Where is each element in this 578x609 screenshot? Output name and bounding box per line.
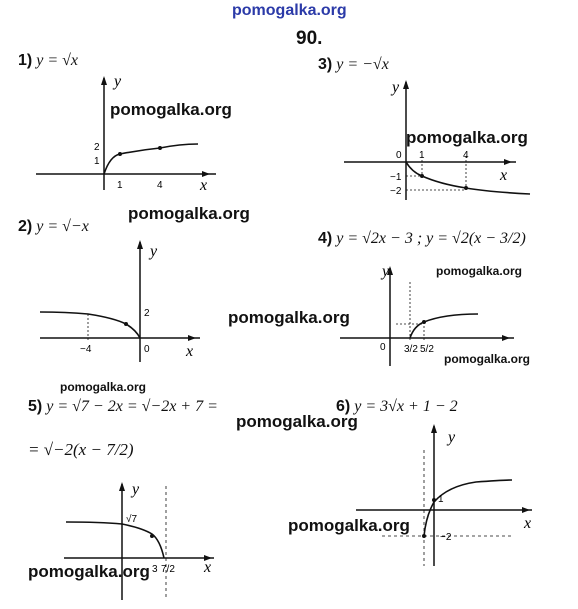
graph-1-tick-x-1: 1 [117, 180, 123, 191]
watermark-3: pomogalka.org [128, 204, 250, 223]
watermark-4: pomogalka.org [436, 264, 523, 278]
graph-6-y-label: y [448, 429, 456, 446]
watermark-7: pomogalka.org [60, 380, 147, 394]
graph-6-tick-x-1: 1 [438, 494, 444, 505]
graph-5-y-label: y [132, 481, 140, 498]
graph-5-tick-x-7-2: 7/2 [161, 564, 175, 575]
watermark-5: pomogalka.org [228, 308, 350, 327]
problem-5-formula: y = √7 − 2x = √−2x + 7 = [46, 398, 218, 415]
problem-6-formula: y = 3√x + 1 − 2 [354, 398, 458, 415]
watermark-10: pomogalka.org [28, 562, 150, 581]
graph-1-point-1 [118, 152, 122, 156]
site-watermark: pomogalka.org [232, 2, 347, 19]
watermark-8: pomogalka.org [236, 412, 358, 431]
watermark-2: pomogalka.org [406, 128, 528, 147]
graph-1-y-label: y [114, 73, 122, 90]
graph-1-x-label: x [200, 177, 208, 192]
problem-2-label [18, 218, 89, 236]
graph-5 [60, 478, 230, 604]
graph-6-tick-y-neg2: −2 [440, 532, 452, 543]
problem-4-label [318, 230, 526, 248]
graph-5-tick-x-3: 3 [152, 564, 158, 575]
graph-2-y-arrow [137, 240, 143, 249]
graph-6-curve [424, 480, 512, 536]
graph-3-tick-y-neg1: −1 [390, 172, 402, 183]
graph-4-curve [410, 314, 478, 338]
graph-1-tick-y-2: 2 [94, 142, 100, 153]
graph-3-tick-x-0: 0 [396, 150, 402, 161]
problem-3-formula: y = −√x [336, 56, 389, 73]
graph-1-curve [104, 144, 198, 174]
graph-5-y-arrow [119, 482, 125, 491]
problem-1-formula: y = √x [36, 52, 79, 69]
graph-2-tick-x-neg4: −4 [80, 344, 92, 355]
graph-4-tick-x-5-2: 5/2 [420, 344, 434, 355]
graph-4-y-label: y [382, 263, 390, 280]
graph-3-tick-x-1: 1 [419, 150, 425, 161]
graph-5-curve [66, 522, 164, 558]
graph-2-point [124, 322, 128, 326]
graph-1-tick-y-1: 1 [94, 156, 100, 167]
graph-1-point-4 [158, 146, 162, 150]
problem-6-number: 6) [336, 398, 351, 415]
graph-4-x-arrow [502, 335, 510, 341]
graph-1 [30, 72, 220, 192]
graph-6-point [432, 498, 436, 502]
graph-3-x-arrow [504, 159, 512, 165]
graph-2-x-label: x [186, 343, 194, 360]
graph-5-tick-y-sqrt7: √7 [126, 514, 138, 525]
graph-3-curve [406, 162, 530, 194]
graph-3-tick-y-neg2: −2 [390, 186, 402, 197]
problem-5-number: 5) [28, 398, 43, 415]
problem-5-label [28, 398, 218, 416]
graph-2-tick-y-2: 2 [144, 308, 150, 319]
watermark-6: pomogalka.org [444, 352, 531, 366]
graph-5-x-label: x [204, 559, 212, 576]
problem-4-formula: y = √2x − 3 ; y = √2(x − 3/2) [336, 230, 526, 247]
graph-3-y-arrow [403, 80, 409, 89]
graph-2 [36, 238, 206, 368]
problem-3-label [318, 56, 389, 74]
watermark-1: pomogalka.org [110, 100, 232, 119]
graph-6 [352, 420, 548, 570]
problem-1-number: 1) [18, 52, 33, 69]
problem-5-formula-continued: = √−2(x − 7/2) [28, 440, 134, 459]
graph-5-point [150, 534, 154, 538]
graph-1-tick-x-4: 4 [157, 180, 163, 191]
graph-3-tick-x-4: 4 [463, 150, 469, 161]
graph-6-x-arrow [522, 507, 530, 513]
graph-6-y-arrow [431, 424, 437, 433]
exercise-number: 90. [296, 28, 323, 49]
watermark-9: pomogalka.org [288, 516, 410, 535]
graph-6-x-label: x [524, 515, 532, 532]
problem-3-number: 3) [318, 56, 333, 73]
problem-2-number: 2) [18, 218, 33, 235]
graph-1-y-arrow [101, 76, 107, 85]
problem-2-formula: y = √−x [36, 218, 89, 235]
graph-3-y-label: y [392, 79, 400, 96]
graph-4-tick-x-0: 0 [380, 342, 386, 353]
graph-2-tick-x-0: 0 [144, 344, 150, 355]
graph-2-y-label: y [150, 243, 158, 260]
graph-4-tick-x-3-2: 3/2 [404, 344, 418, 355]
graph-2-x-arrow [188, 335, 196, 341]
problem-1-label [18, 52, 78, 70]
graph-3-x-label: x [500, 167, 508, 184]
problem-4-number: 4) [318, 230, 333, 247]
